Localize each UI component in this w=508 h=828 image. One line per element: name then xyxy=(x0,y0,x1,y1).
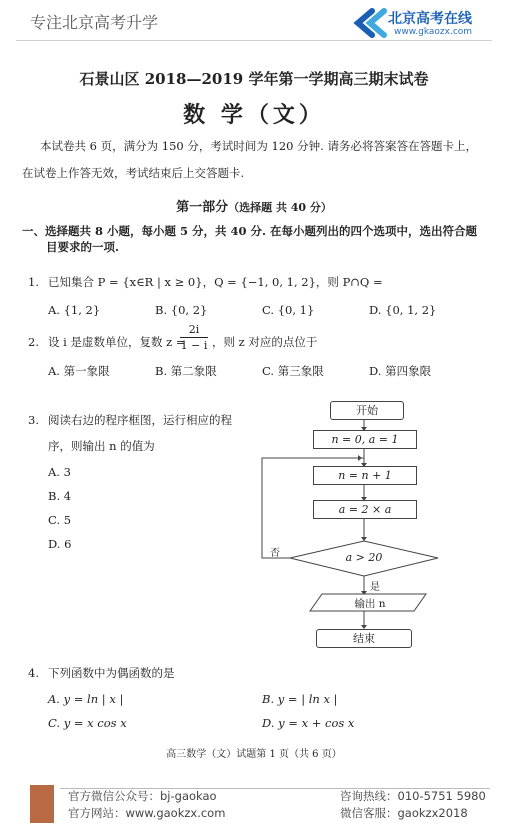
q3-option-c: C. 5 xyxy=(48,513,72,527)
flowchart-step-n: n = n + 1 xyxy=(313,466,417,485)
q2-number: 2. xyxy=(28,335,39,349)
exam-subject: 数 学（文） xyxy=(183,102,325,128)
footer-accent-block xyxy=(30,785,54,823)
intro-line-2: 在试卷上作答无效，考试结束后上交答题卡. xyxy=(22,166,245,180)
part-note: （选择题 共 40 分） xyxy=(228,201,332,214)
site-slogan: 专注北京高考升学 xyxy=(30,13,159,32)
q2-stem-pre: 设 i 是虚数单位，复数 z = xyxy=(48,335,186,349)
q2-option-a: A. 第一象限 xyxy=(48,364,110,378)
part-title: 第一部分 xyxy=(176,200,229,215)
q3-option-a: A. 3 xyxy=(48,465,71,479)
flowchart-init: n = 0, a = 1 xyxy=(313,430,417,449)
section-instructions-1: 一、选择题共 8 小题，每小题 5 分，共 40 分. 在每小题列出的四个选项中，选出符合题 xyxy=(22,224,478,238)
q1-stem: 已知集合 P = {x∈R | x ≥ 0}，Q = {−1, 0, 1, 2}，则 P∩Q = xyxy=(48,275,383,289)
q1-option-c: C. {0, 1} xyxy=(262,303,315,317)
q2-option-c: C. 第三象限 xyxy=(262,364,324,378)
page-number: 高三数学（文）试题第 1 页（共 6 页） xyxy=(166,749,342,760)
q3-stem-1: 阅读右边的程序框图，运行相应的程 xyxy=(48,413,232,427)
intro-line-1: 本试卷共 6 页，满分为 150 分，考试时间为 120 分钟. 请务必将答案答在答题卡上， xyxy=(40,139,477,153)
q3-number: 3. xyxy=(28,413,39,427)
flowchart-end: 结束 xyxy=(316,629,412,648)
q2-stem-post: ，则 z 对应的点位于 xyxy=(212,335,318,349)
q2-option-d: D. 第四象限 xyxy=(369,364,432,378)
logo-url: www.gkaozx.com xyxy=(394,27,473,37)
q1-option-a: A. {1, 2} xyxy=(48,303,101,317)
logo-name: 北京高考在线 xyxy=(388,11,472,27)
q4-option-a: A. y = ln | x | xyxy=(48,692,124,706)
footer-wechat: 官方微信公众号：bj-gaokao xyxy=(68,789,217,803)
exam-title: 石景山区 2018—2019 学年第一学期高三期末试卷 xyxy=(79,70,429,88)
footer-hotline: 咨询热线：010-5751 5980 xyxy=(340,789,486,803)
flowchart-output-label: 输出 n xyxy=(354,598,386,610)
section-instructions-2: 目要求的一项. xyxy=(46,240,120,254)
q3-option-d: D. 6 xyxy=(48,537,72,551)
q2-frac-numerator: 2i xyxy=(180,322,208,338)
flowchart-decision-label: a > 20 xyxy=(345,551,383,564)
q4-stem: 下列函数中为偶函数的是 xyxy=(48,666,175,680)
q3-stem-2: 序，则输出 n 的值为 xyxy=(48,439,155,453)
q4-option-c: C. y = x cos x xyxy=(48,716,127,730)
flowchart-step-a: a = 2 × a xyxy=(313,500,417,519)
q4-option-d: D. y = x + cos x xyxy=(262,716,355,730)
q1-option-b: B. {0, 2} xyxy=(155,303,208,317)
q1-number: 1. xyxy=(28,275,39,289)
flowchart-no-label: 否 xyxy=(270,548,280,559)
flowchart-start: 开始 xyxy=(330,401,404,420)
footer-website[interactable]: 官方网站：www.gaokzx.com xyxy=(68,806,226,820)
q1-option-d: D. {0, 1, 2} xyxy=(369,303,437,317)
footer-service: 微信客服：gaokzx2018 xyxy=(340,806,468,820)
q4-number: 4. xyxy=(28,666,39,680)
q3-option-b: B. 4 xyxy=(48,489,72,503)
q2-frac-denominator: 1 − i xyxy=(180,339,208,352)
q4-option-b: B. y = | ln x | xyxy=(262,692,338,706)
q2-option-b: B. 第二象限 xyxy=(155,364,217,378)
flowchart-yes-label: 是 xyxy=(370,582,380,593)
